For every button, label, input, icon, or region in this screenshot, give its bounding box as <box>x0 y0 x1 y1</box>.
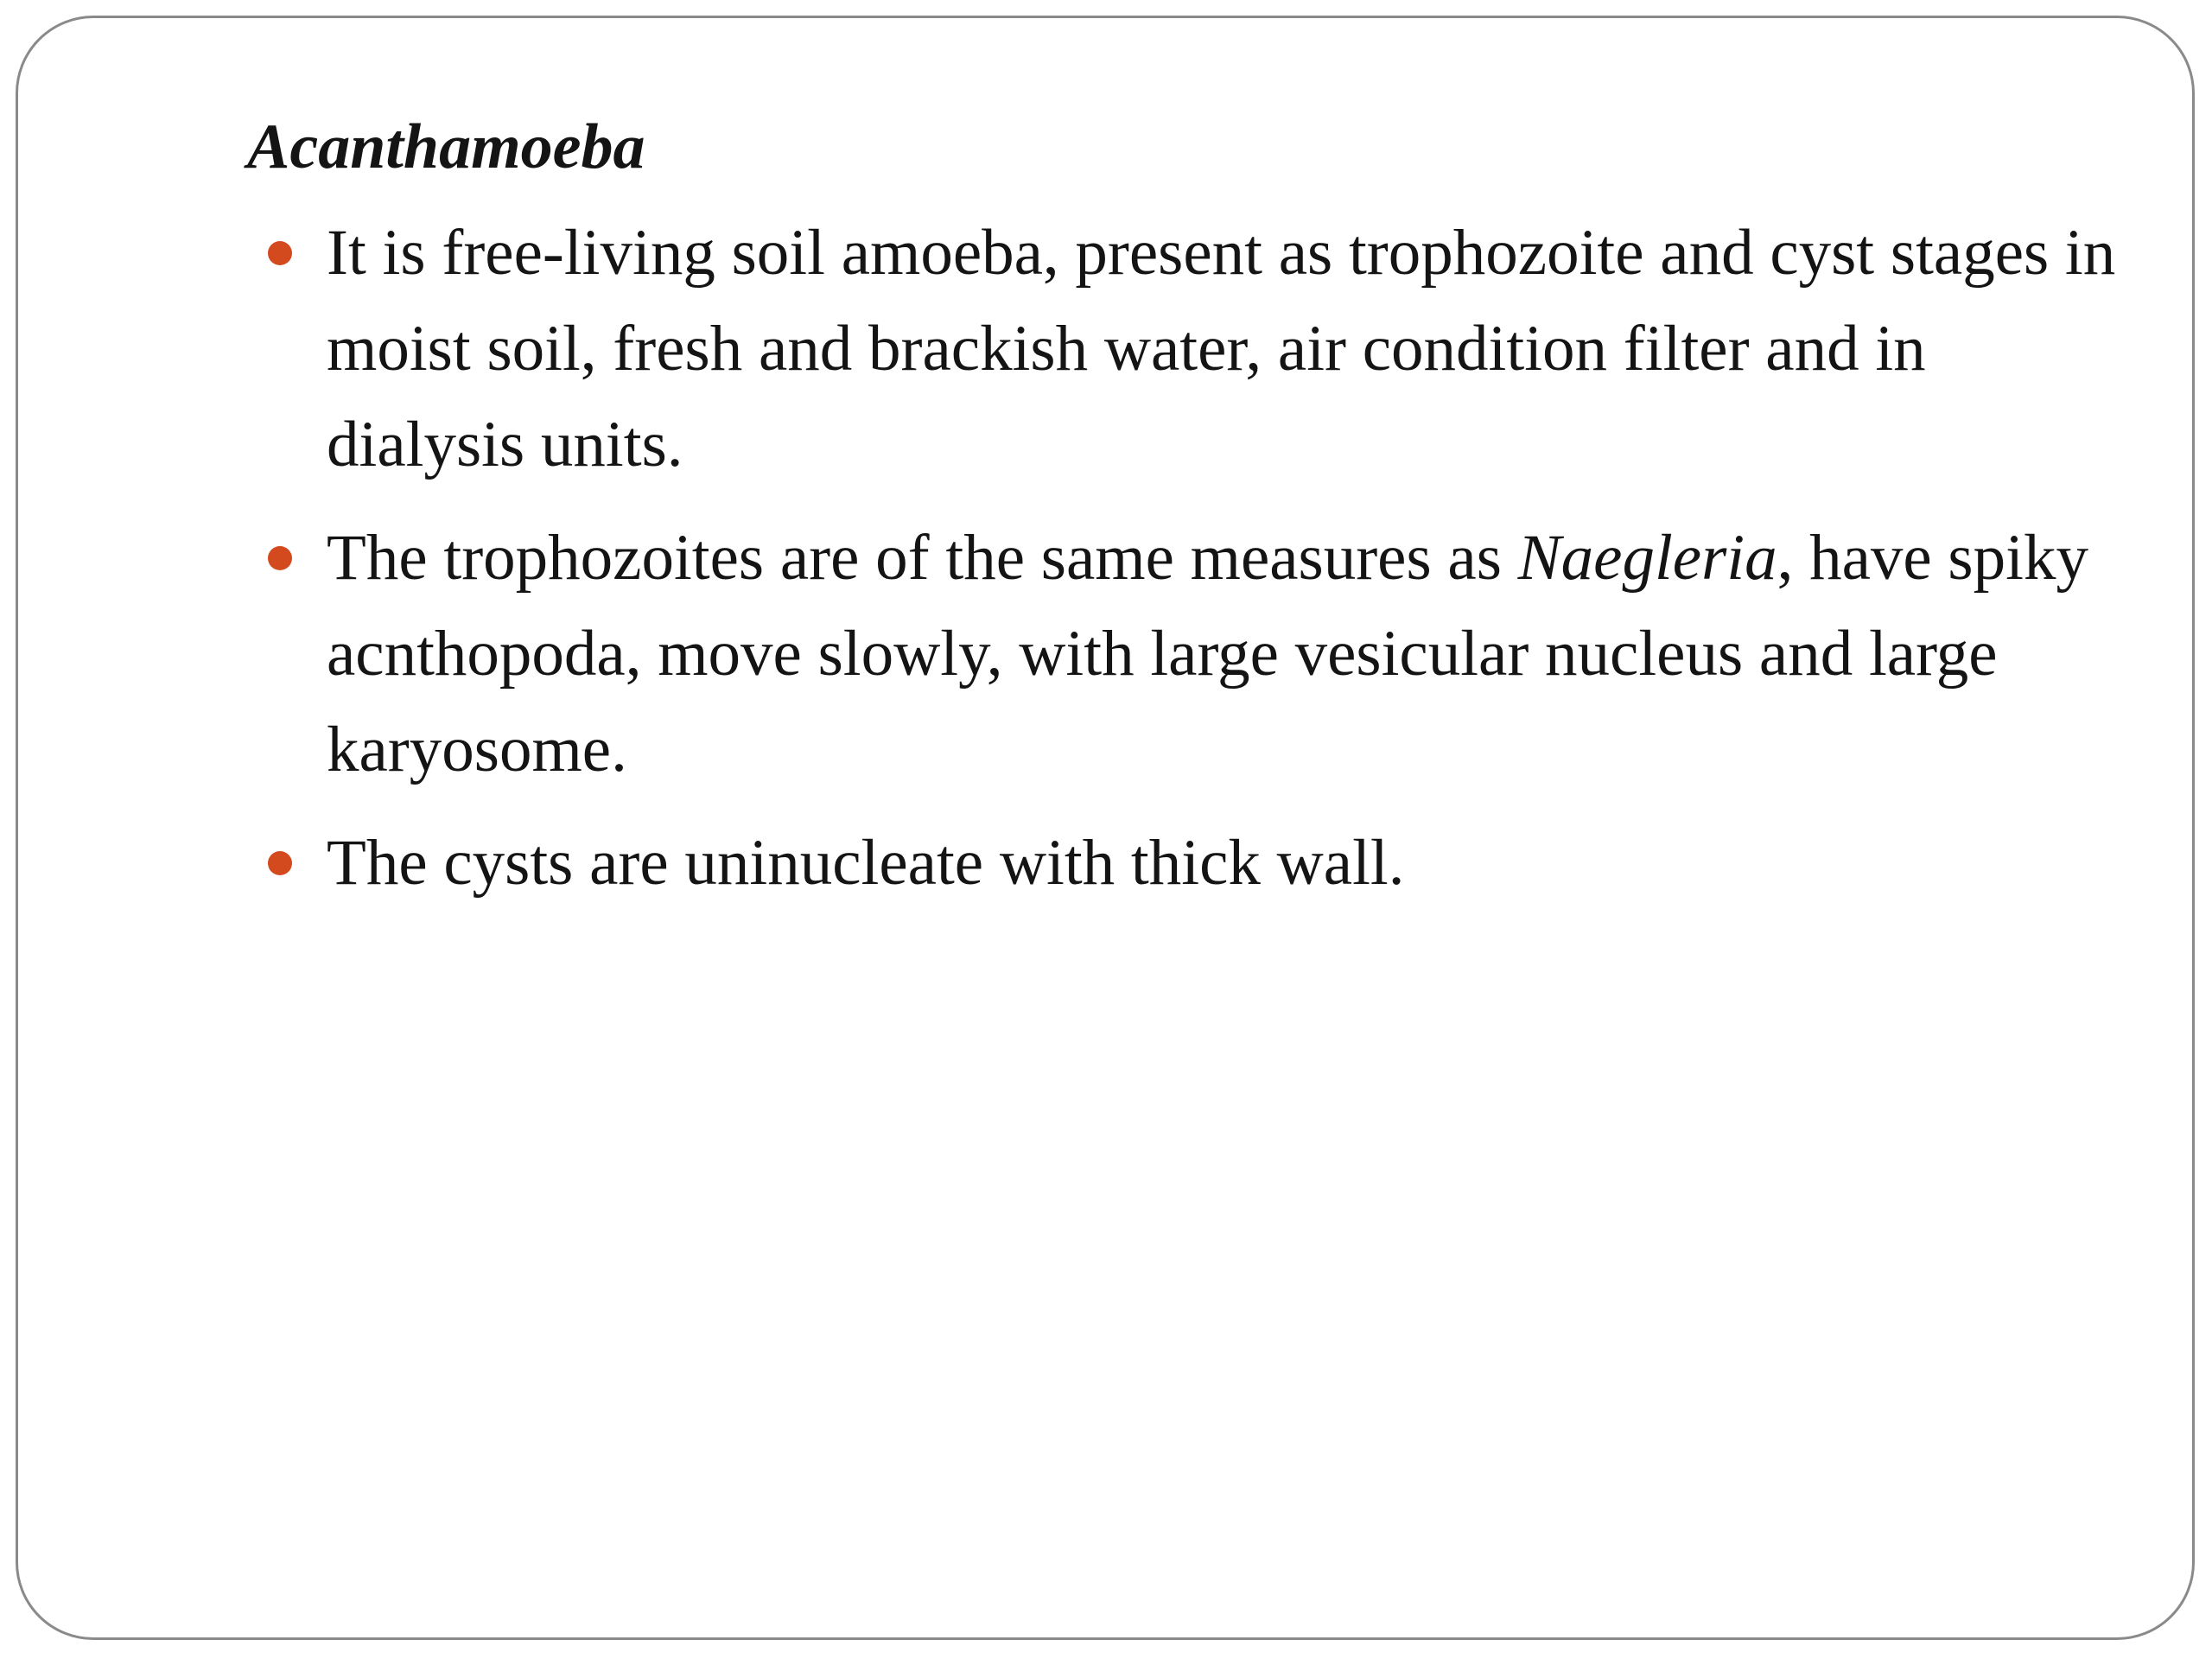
bullet-dot-icon <box>268 241 292 265</box>
bullet-list <box>247 205 2122 911</box>
slide-frame <box>16 16 2195 1640</box>
bullet-text: It is free-living soil amoeba, present as trophozoite and cyst stages in moist soil, fresh and brackish water, air condition filter and in dialysis units. <box>327 216 2116 480</box>
bullet-item-3 <box>247 815 2122 911</box>
bullet-dot-icon <box>268 851 292 875</box>
bullet-item-2 <box>247 510 2122 798</box>
bullet-text: The cysts are uninucleate with thick wall. <box>327 826 1405 899</box>
bullet-item-1 <box>247 205 2122 493</box>
bullet-text-after: , have spiky acnthopoda, move slowly, with large vesicular nucleus and large karyosome. <box>327 521 2088 785</box>
bullet-dot-icon <box>268 546 292 570</box>
bullet-text-before: The trophozoites are of the same measures as <box>327 521 1518 594</box>
slide-content <box>247 109 2122 928</box>
genus-name-italic: Naegleria <box>1517 521 1777 594</box>
slide-heading: Acanthamoeba <box>247 111 645 182</box>
